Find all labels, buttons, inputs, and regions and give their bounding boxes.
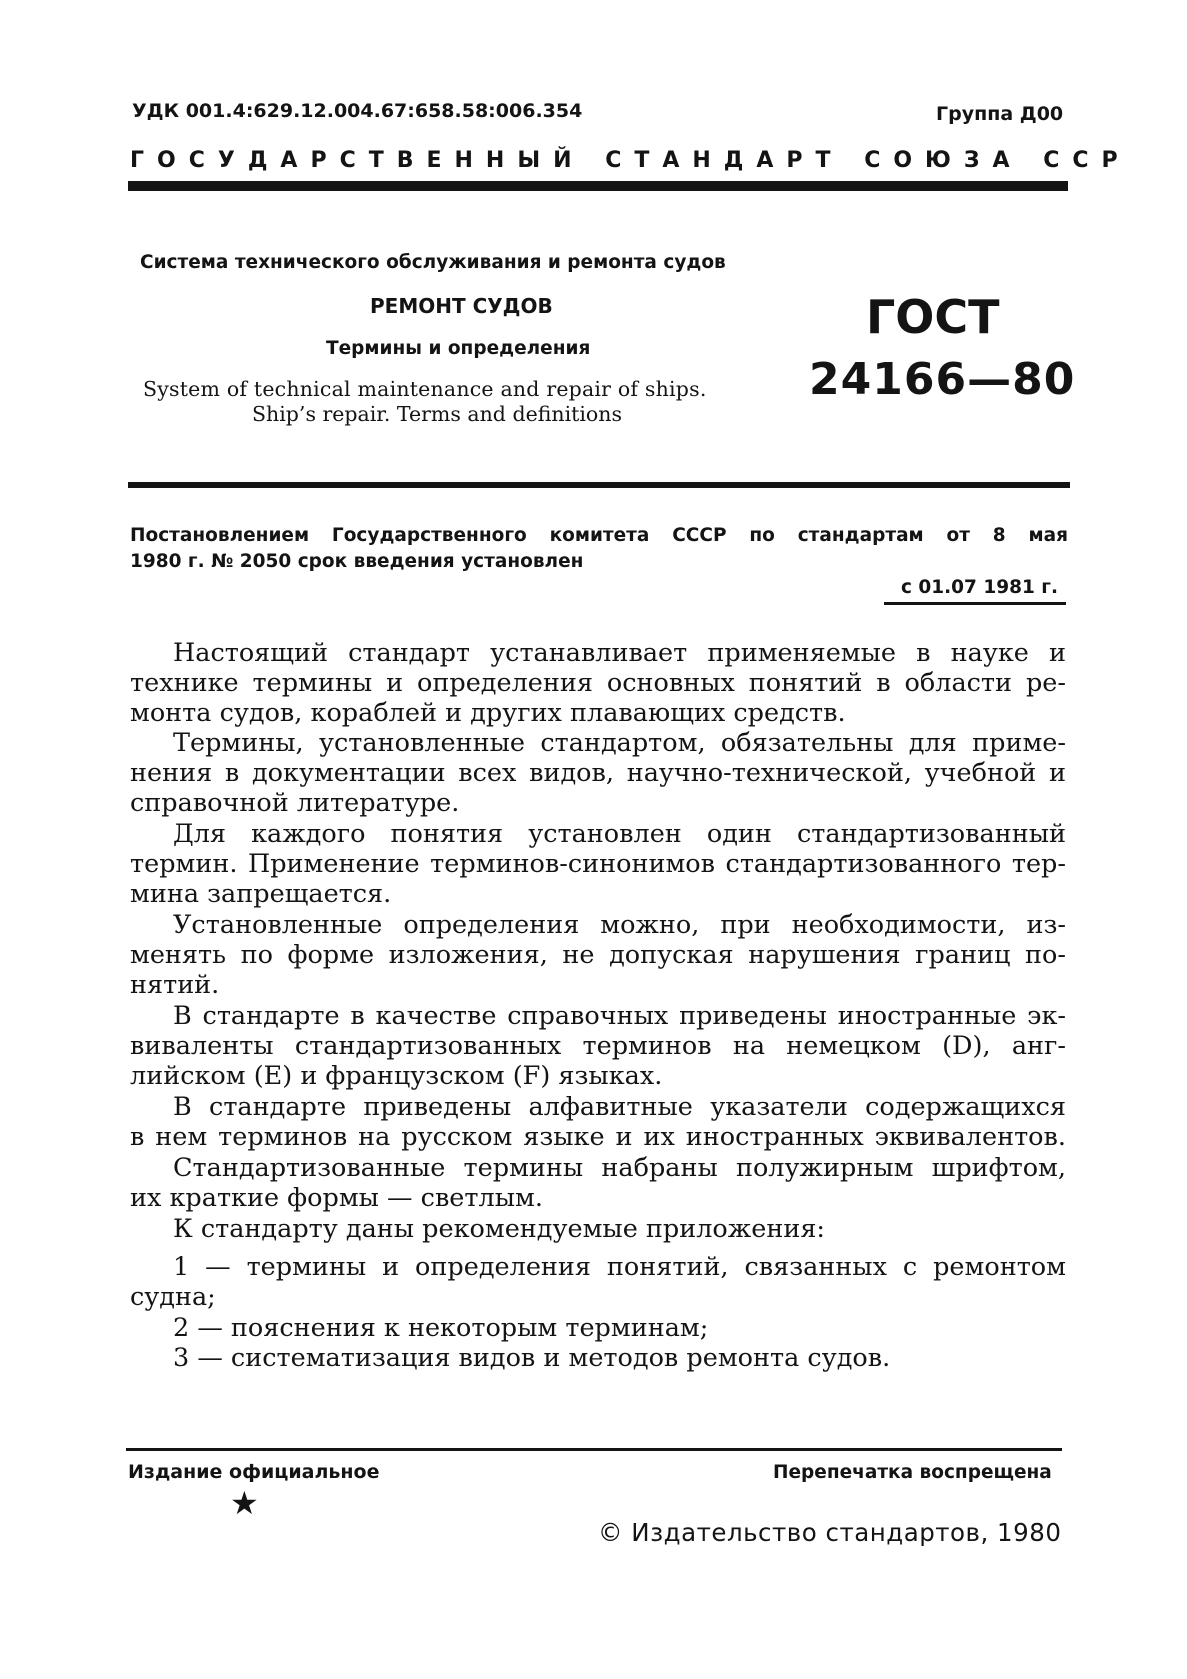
gost-label: ГОСТ: [866, 290, 1000, 344]
title-rule: [128, 482, 1070, 488]
english-title-line-1: System of technical maintenance and repair of ships.: [143, 377, 707, 401]
decree-word: от: [946, 525, 970, 546]
body-line: виваленты стандартизованных терминов на немецком (D), анг-: [130, 1031, 1066, 1061]
document-title: РЕМОНТ СУДОВ: [370, 294, 553, 318]
body-line: монта судов, кораблей и других плавающих средств.: [130, 698, 846, 728]
effective-date-underline: [884, 602, 1066, 605]
udk-code: УДК 001.4:629.12.004.67:658.58:006.354: [132, 100, 583, 122]
decree-word: 8: [992, 525, 1006, 546]
header-rule: [128, 181, 1068, 191]
body-line: В стандарте приведены алфавитные указатели содержащихся: [173, 1092, 1066, 1122]
star-icon: ★: [230, 1484, 259, 1522]
english-title-line-2: Ship’s repair. Terms and definitions: [252, 402, 622, 426]
body-line: термин. Применение терминов-синонимов стандартизованного тер-: [130, 849, 1066, 879]
decree-word: по: [749, 525, 775, 546]
body-line: Установленные определения можно, при необходимости, из-: [173, 910, 1066, 940]
official-edition-label: Издание официальное: [128, 1461, 380, 1483]
decree-word: Государственного: [331, 525, 527, 546]
gost-number: 24166—80: [809, 354, 1076, 405]
group-code: Группа Д00: [936, 103, 1064, 125]
decree-line-2: 1980 г. № 2050 срок введения установлен: [130, 551, 584, 572]
body-line: судна;: [130, 1282, 216, 1312]
body-line: Стандартизованные термины набраны полужирным шрифтом,: [173, 1153, 1066, 1183]
body-line: в нем терминов на русском языке и их иностранных эквивалентов.: [130, 1122, 1066, 1152]
body-line: справочной литературе.: [130, 788, 460, 818]
body-line: их краткие формы — светлым.: [130, 1183, 543, 1213]
body-line: Для каждого понятия установлен один стандартизованный: [173, 819, 1066, 849]
decree-word: Постановлением: [130, 525, 310, 546]
body-line: 3 — систематизация видов и методов ремонта судов.: [173, 1343, 891, 1373]
effective-date: с 01.07 1981 г.: [901, 577, 1058, 598]
body-line: 2 — пояснения к некоторым терминам;: [173, 1313, 709, 1343]
decree-word: стандартам: [797, 525, 924, 546]
decree-word: СССР: [672, 525, 727, 546]
body-line: нятий.: [130, 970, 220, 1000]
decree-line-1: [130, 525, 1068, 546]
state-standard-title: ГОСУДАРСТВЕННЫЙ СТАНДАРТ СОЮЗА ССР: [130, 148, 1131, 173]
body-line: В стандарте в качестве справочных приведены иностранные эк-: [173, 1001, 1066, 1031]
body-line: Настоящий стандарт устанавливает применяемые в науке и: [173, 638, 1066, 668]
reprint-prohibited-label: Перепечатка воспрещена: [773, 1462, 1052, 1483]
footer-rule: [126, 1448, 1062, 1451]
body-line: 1 — термины и определения понятий, связанных с ремонтом: [173, 1252, 1066, 1282]
body-line: лийском (E) и французском (F) языках.: [130, 1061, 663, 1091]
system-title: Система технического обслуживания и ремонта судов: [140, 252, 726, 273]
body-line: К стандарту даны рекомендуемые приложения:: [173, 1214, 826, 1244]
body-line: технике термины и определения основных понятий в области ре-: [130, 668, 1066, 698]
body-line: Термины, установленные стандартом, обязательны для приме-: [173, 728, 1066, 758]
body-line: менять по форме изложения, не допуская нарушения границ по-: [130, 940, 1066, 970]
decree-word: комитета: [549, 525, 650, 546]
document-subtitle: Термины и определения: [326, 338, 591, 359]
copyright-notice: © Издательство стандартов, 1980: [598, 1518, 1062, 1547]
body-line: мина запрещается.: [130, 879, 392, 909]
body-line: нения в документации всех видов, научно-технической, учебной и: [130, 758, 1066, 788]
decree-word: мая: [1028, 525, 1068, 546]
